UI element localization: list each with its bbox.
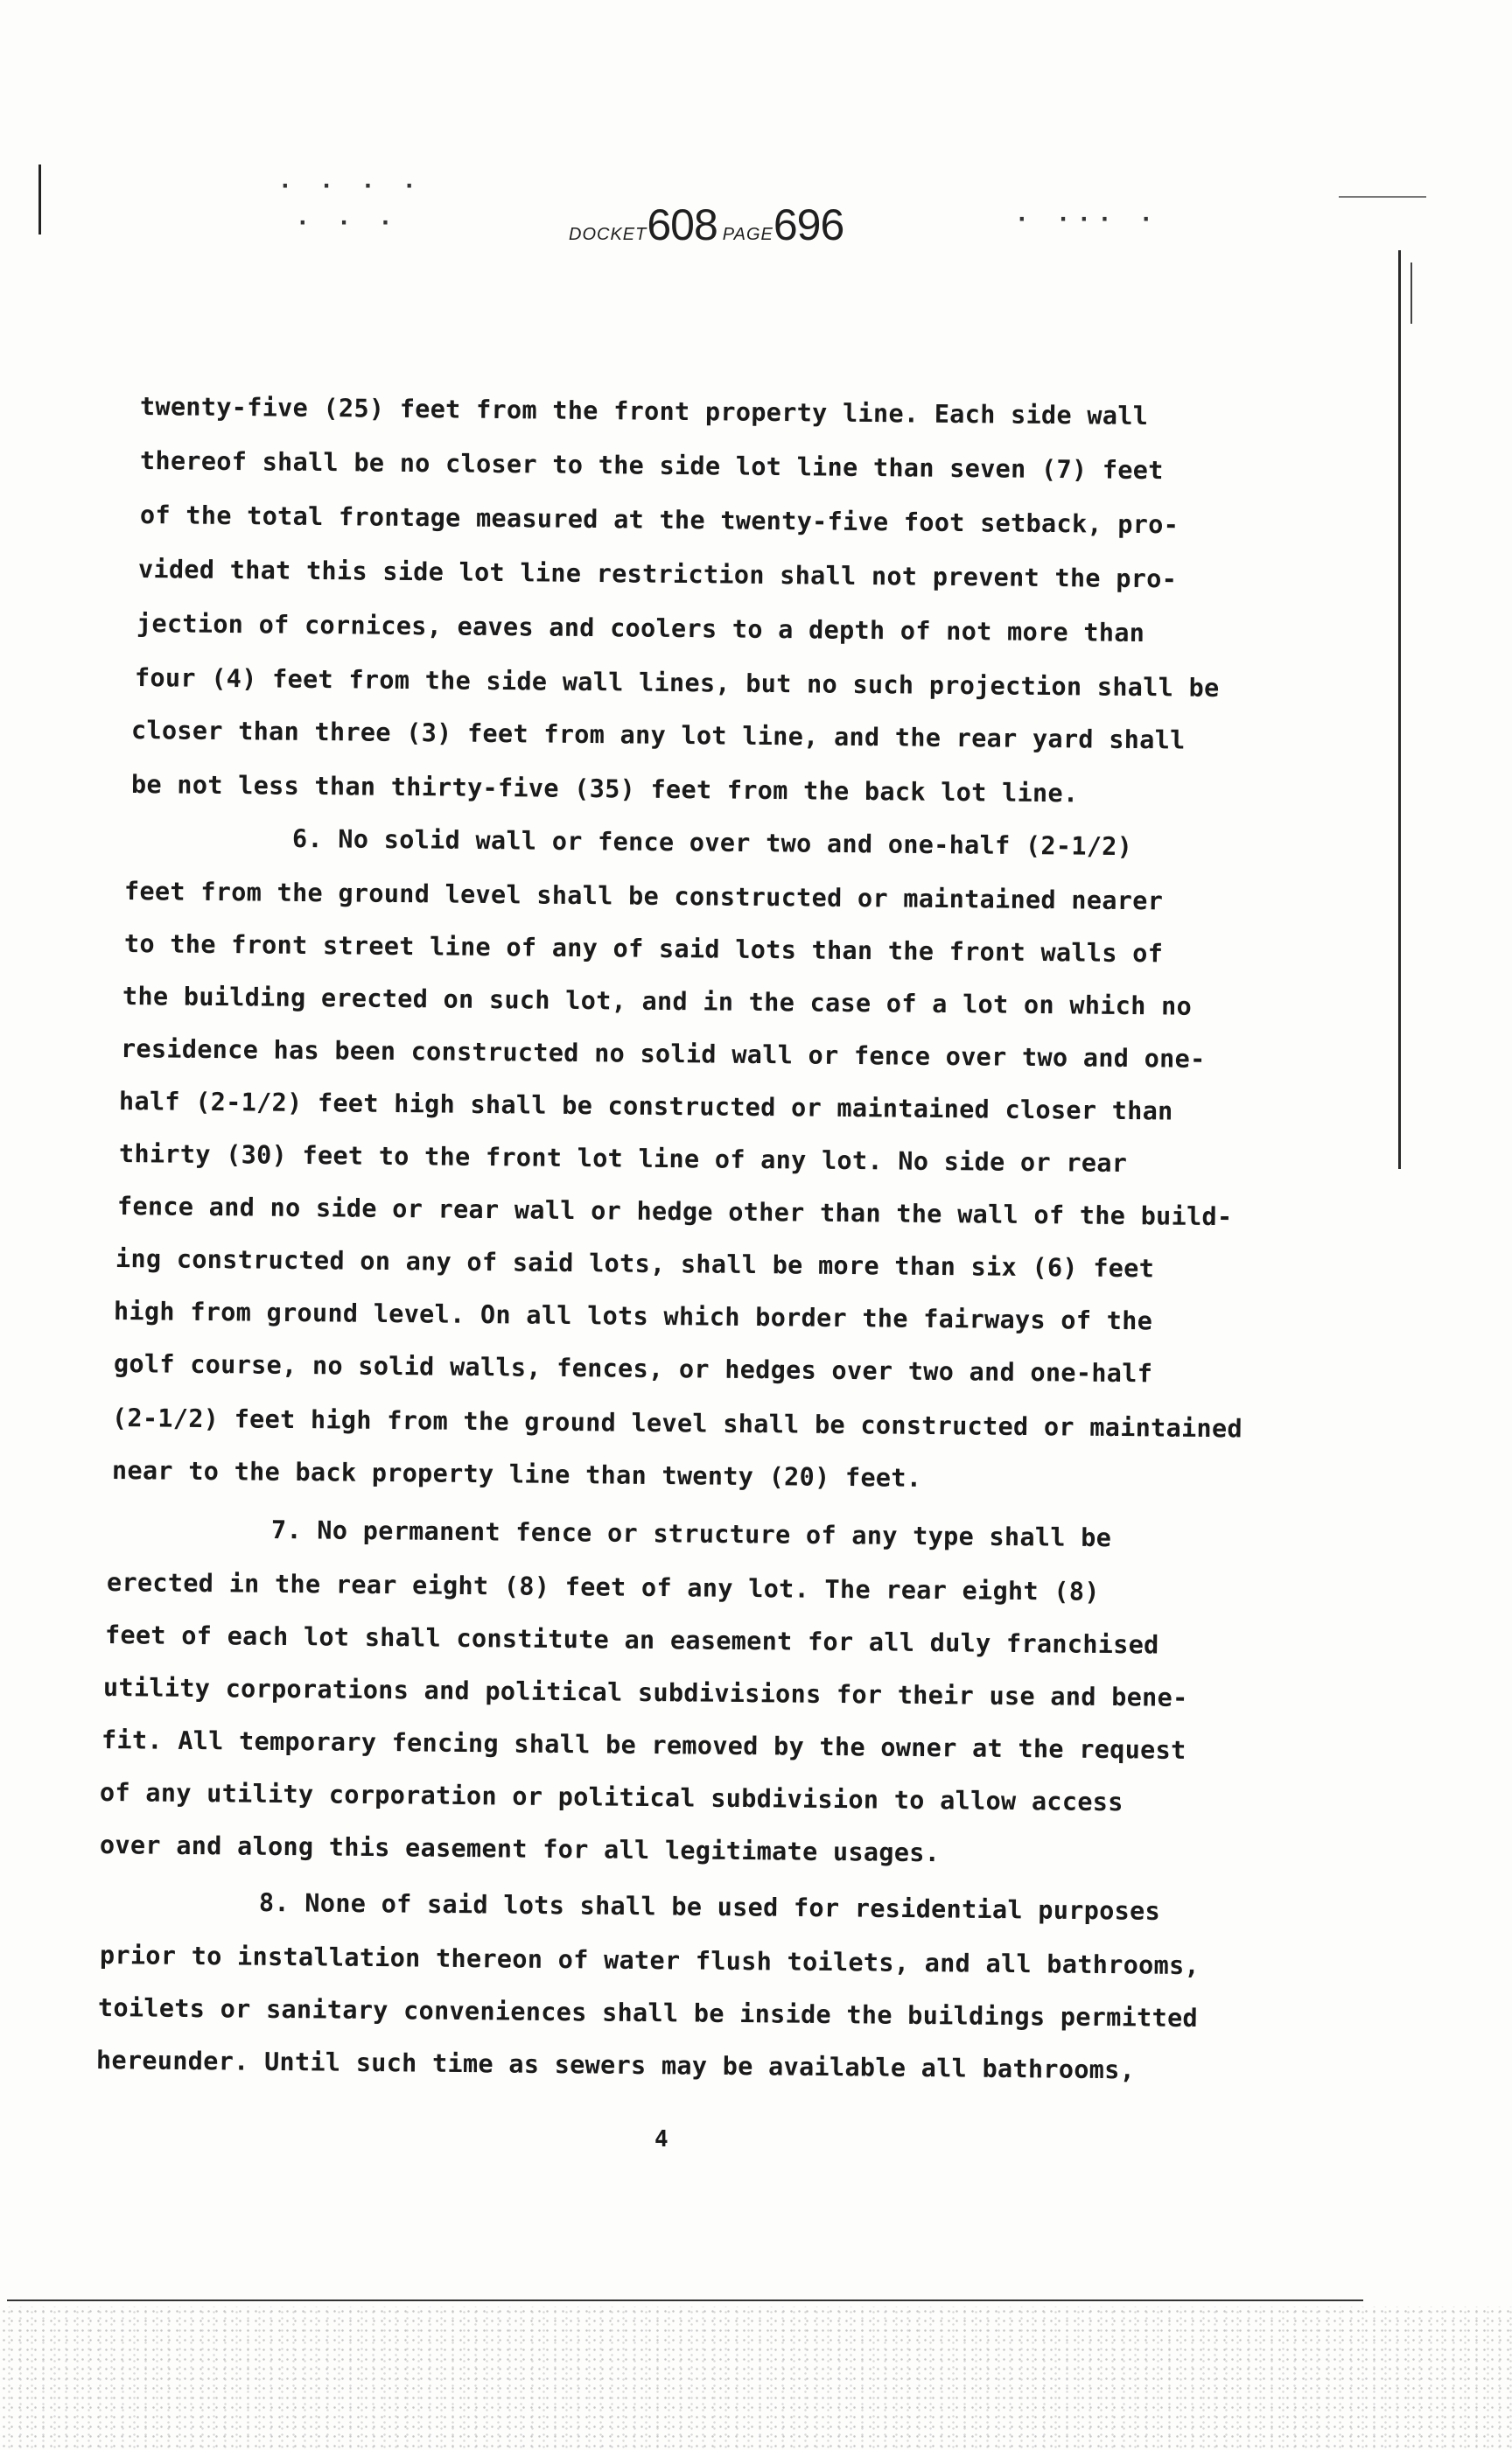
body-line: of the total frontage measured at the twenty-five foot setback, pro- xyxy=(139,500,1180,540)
body-line: of any utility corporation or political subdivision to allow access xyxy=(99,1778,1124,1817)
body-line: hereunder. Until such time as sewers may be available all bathrooms, xyxy=(95,2046,1136,2085)
body-line: feet of each lot shall constitute an easement for all duly franchised xyxy=(104,1620,1159,1660)
paragraph-6-start: 6. No solid wall or fence over two and one-half (2-1/2) xyxy=(291,824,1133,862)
body-line: fit. All temporary fencing shall be removed by the owner at the request xyxy=(101,1726,1186,1765)
body-line: ing constructed on any of said lots, shall be more than six (6) feet xyxy=(115,1244,1155,1284)
body-line: the building erected on such lot, and in the case of a lot on which no xyxy=(122,982,1193,1021)
page-ref: 696 xyxy=(773,200,844,249)
body-line: thirty (30) feet to the front lot line of any lot. No side or rear xyxy=(118,1139,1128,1179)
body-line: twenty-five (25) feet from the front property line. Each side wall xyxy=(139,392,1149,431)
scan-mark-top-right xyxy=(1339,196,1426,198)
docket-label: DOCKET xyxy=(569,225,648,244)
body-line: closer than three (3) feet from any lot line, and the rear yard shall xyxy=(130,716,1186,755)
scan-noise-bottom xyxy=(0,2306,1512,2450)
body-line: (2-1/2) feet high from the ground level shall be constructed or maintained xyxy=(111,1404,1243,1444)
docket-page-header xyxy=(569,200,849,250)
body-line: golf course, no solid walls, fences, or hedges over two and one-half xyxy=(113,1349,1153,1389)
body-line: utility corporations and political subdivisions for their use and bene- xyxy=(102,1673,1188,1712)
scan-speckles-top-left: · · · · xyxy=(278,173,424,200)
body-line: near to the back property line than twenty (20) feet. xyxy=(111,1456,922,1493)
scan-edge-line-right-top xyxy=(1410,262,1412,324)
scan-edge-line-bottom xyxy=(7,2300,1363,2301)
body-line: over and along this easement for all legitimate usages. xyxy=(99,1830,941,1868)
body-line: to the front street line of any of said lots than the front walls of xyxy=(123,929,1164,969)
body-line: thereof shall be no closer to the side lot line than seven (7) feet xyxy=(139,446,1164,486)
scan-speckles-top-left-2: · · · xyxy=(296,210,400,236)
body-line: fence and no side or rear wall or hedge other than the wall of the build- xyxy=(116,1192,1233,1232)
body-line: toilets or sanitary conveniences shall be inside the buildings permitted xyxy=(97,1993,1199,2034)
body-line: residence has been constructed no solid wall or fence over two and one- xyxy=(120,1034,1206,1074)
paragraph-8-start: 8. None of said lots shall be used for residential purposes xyxy=(258,1888,1161,1926)
body-line: four (4) feet from the side wall lines, but no such projection shall be xyxy=(134,663,1220,703)
paragraph-7-start: 7. No permanent fence or structure of any type shall be xyxy=(270,1516,1112,1553)
scan-speckles-top-right: · ··· · xyxy=(1015,206,1160,233)
body-line: prior to installation thereon of water flush toilets, and all bathrooms, xyxy=(99,1941,1200,1981)
body-line: half (2-1/2) feet high shall be constructed or maintained closer than xyxy=(118,1087,1173,1126)
scan-edge-line-left xyxy=(38,164,41,234)
body-line: vided that this side lot line restriction shall not prevent the pro- xyxy=(137,555,1178,594)
body-line: be not less than thirty-five (35) feet from the back lot line. xyxy=(130,770,1079,808)
body-line: feet from the ground level shall be constructed or maintained nearer xyxy=(123,877,1164,916)
page-number: 4 xyxy=(654,2126,668,2152)
body-line: high from ground level. On all lots which border the fairways of the xyxy=(113,1297,1153,1336)
body-line: erected in the rear eight (8) feet of any lot. The rear eight (8) xyxy=(106,1568,1100,1606)
scan-edge-line-right xyxy=(1398,250,1401,1169)
body-line: jection of cornices, eaves and coolers to a depth of not more than xyxy=(136,609,1145,648)
docket-number: 608 xyxy=(647,200,718,249)
page-label: PAGE xyxy=(722,225,774,244)
